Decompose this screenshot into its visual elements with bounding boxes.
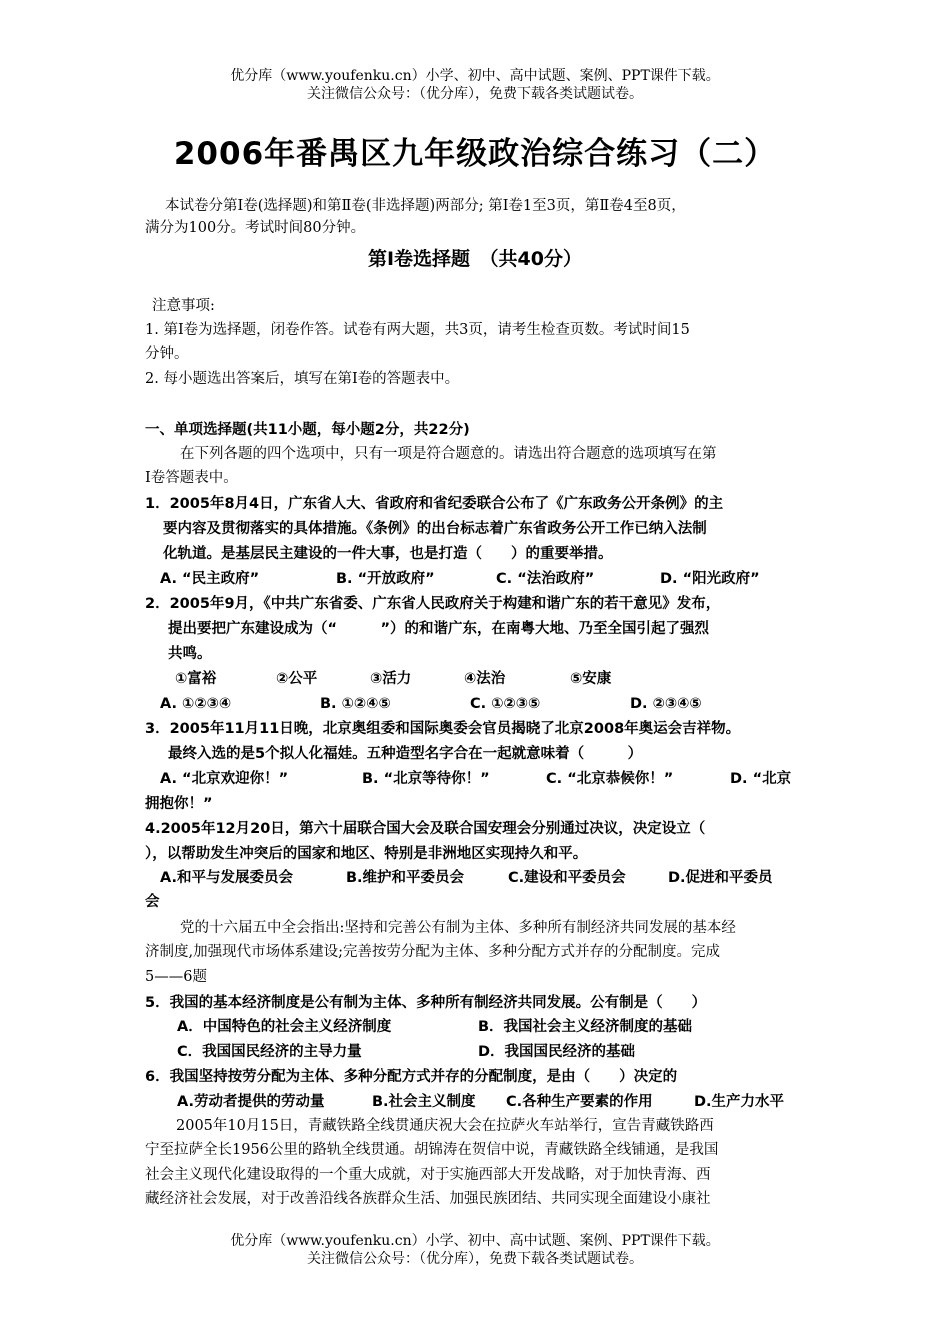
- q5-option-b: B．我国社会主义经济制度的基础: [478, 1019, 693, 1035]
- q2-line-1: 2．2005年9月，《中共广东省委、广东省人民政府关于构建和谐广东的若干意见》发布，: [145, 596, 721, 612]
- q2-item-5: ⑤安康: [570, 671, 612, 687]
- q2-line-2: 提出要把广东建设成为（“ ”）的和谐广东，在南粤大地、乃至全国引起了强烈: [168, 621, 710, 637]
- q2-option-c: C. ①②③⑤: [470, 696, 541, 712]
- note-2: 2. 每小题选出答案后，填写在第Ⅰ卷的答题表中。: [145, 371, 460, 387]
- q3-line-1: 3．2005年11月11日晚，北京奥组委和国际奥委会官员揭晓了北京2008年奥运会吉祥物。: [145, 721, 741, 737]
- notes-heading: 注意事项:: [152, 298, 215, 314]
- q3-option-c: C. “北京恭候你！”: [546, 771, 674, 787]
- material2-line-4: 藏经济社会发展，对于改善沿线各族群众生活、加强民族团结、共同实现全面建设小康社: [145, 1191, 711, 1207]
- q5-line-1: 5．我国的基本经济制度是公有制为主体、多种所有制经济共同发展。公有制是（ ）: [145, 995, 707, 1011]
- q3-option-d: D. “北京: [730, 771, 792, 787]
- q6-option-b: B.社会主义制度: [372, 1094, 476, 1110]
- header-line-2: 关注微信公众号：（优分库），免费下载各类试题试卷。: [307, 86, 643, 102]
- q1-option-b: B. “开放政府”: [336, 571, 435, 587]
- header-line-1: 优分库（www.youfenku.cn）小学、初中、高中试题、案例、PPT课件下载。: [230, 68, 720, 84]
- q3-option-b: B. “北京等待你！”: [362, 771, 490, 787]
- material1-line-2: 济制度,加强现代市场体系建设;完善按劳分配为主体、多种分配方式并存的分配制度。完成: [145, 944, 720, 960]
- intro-line-1: 本试卷分第Ⅰ卷(选择题)和第Ⅱ卷(非选择题)两部分; 第Ⅰ卷1至3页，第Ⅱ卷4至8页，: [165, 198, 686, 214]
- q2-line-3: 共鸣。: [168, 646, 212, 662]
- q6-option-c: C.各种生产要素的作用: [506, 1094, 653, 1110]
- q2-option-b: B. ①②④⑤: [320, 696, 391, 712]
- q2-item-3: ③活力: [370, 671, 412, 687]
- q6-option-d: D.生产力水平: [694, 1094, 785, 1110]
- q5-option-c: C．我国国民经济的主导力量: [177, 1044, 362, 1060]
- q5-option-a: A．中国特色的社会主义经济制度: [177, 1019, 392, 1035]
- q1-option-c: C. “法治政府”: [496, 571, 595, 587]
- page-title: 2006年番禺区九年级政治综合练习（二）: [173, 136, 777, 172]
- q2-item-2: ②公平: [276, 671, 318, 687]
- material1-line-3: 5——6题: [145, 969, 207, 985]
- q4-option-b: B.维护和平委员会: [346, 870, 465, 886]
- q3-line-2: 最终入选的是5个拟人化福娃。五种造型名字合在一起就意味着（ ）: [168, 746, 643, 762]
- q3-line-4: 拥抱你！”: [145, 796, 213, 812]
- intro-line-2: 满分为100分。考试时间80分钟。: [145, 220, 366, 236]
- q1-option-d: D. “阳光政府”: [660, 571, 760, 587]
- note-1-line-2: 分钟。: [145, 346, 189, 362]
- q5-option-d: D．我国国民经济的基础: [478, 1044, 636, 1060]
- q4-option-c: C.建设和平委员会: [508, 870, 626, 886]
- material2-line-3: 社会主义现代化建设取得的一个重大成就，对于实施西部大开发战略，对于加快青海、西: [145, 1167, 711, 1183]
- q2-item-1: ①富裕: [175, 671, 217, 687]
- q4-option-d: D.促进和平委员: [668, 870, 773, 886]
- q2-option-a: A. ①②③④: [160, 696, 232, 712]
- footer-line-2: 关注微信公众号：（优分库），免费下载各类试题试卷。: [307, 1251, 643, 1267]
- q3-option-a: A. “北京欢迎你！”: [160, 771, 289, 787]
- footer-line-1: 优分库（www.youfenku.cn）小学、初中、高中试题、案例、PPT课件下载。: [230, 1233, 720, 1249]
- q1-line-2: 要内容及贯彻落实的具体措施。《条例》的出台标志着广东省政务公开工作已纳入法制: [163, 521, 707, 537]
- q4-option-a: A.和平与发展委员会: [160, 870, 293, 886]
- material2-line-2: 宁至拉萨全长1956公里的路轨全线贯通。胡锦涛在贺信中说，青藏铁路全线铺通，是我国: [145, 1142, 719, 1158]
- q6-option-a: A.劳动者提供的劳动量: [177, 1094, 325, 1110]
- q1-line-1: 1．2005年8月4日，广东省人大、省政府和省纪委联合公布了《广东政务公开条例》的主: [145, 496, 724, 512]
- note-1-line-1: 1. 第Ⅰ卷为选择题，闭卷作答。试卷有两大题，共3页，请考生检查页数。考试时间15: [145, 322, 690, 338]
- q4-line-4: 会: [145, 894, 160, 910]
- q1-line-3: 化轨道。是基层民主建设的一件大事，也是打造（ ）的重要举措。: [163, 546, 613, 562]
- material1-line-1: 党的十六届五中全会指出:坚持和完善公有制为主体、多种所有制经济共同发展的基本经: [180, 920, 736, 936]
- section-title: 第Ⅰ卷选择题 （共40分）: [367, 248, 582, 270]
- part1-heading: 一、单项选择题(共11小题，每小题2分，共22分): [145, 422, 470, 438]
- q4-line-2: ），以帮助发生冲突后的国家和地区、特别是非洲地区实现持久和平。: [145, 846, 588, 862]
- q2-item-4: ④法治: [464, 671, 506, 687]
- q1-option-a: A. “民主政府”: [160, 571, 260, 587]
- part1-instr-2: Ⅰ卷答题表中。: [145, 470, 238, 486]
- q4-line-1: 4.2005年12月20日，第六十届联合国大会及联合国安理会分别通过决议，决定设立（: [145, 821, 706, 837]
- material2-line-1: 2005年10月15日，青藏铁路全线贯通庆祝大会在拉萨火车站举行，宣告青藏铁路西: [176, 1118, 714, 1134]
- q2-option-d: D. ②③④⑤: [630, 696, 702, 712]
- part1-instr-1: 在下列各题的四个选项中，只有一项是符合题意的。请选出符合题意的选项填写在第: [180, 446, 717, 462]
- q6-line-1: 6．我国坚持按劳分配为主体、多种分配方式并存的分配制度，是由（ ）决定的: [145, 1069, 678, 1085]
